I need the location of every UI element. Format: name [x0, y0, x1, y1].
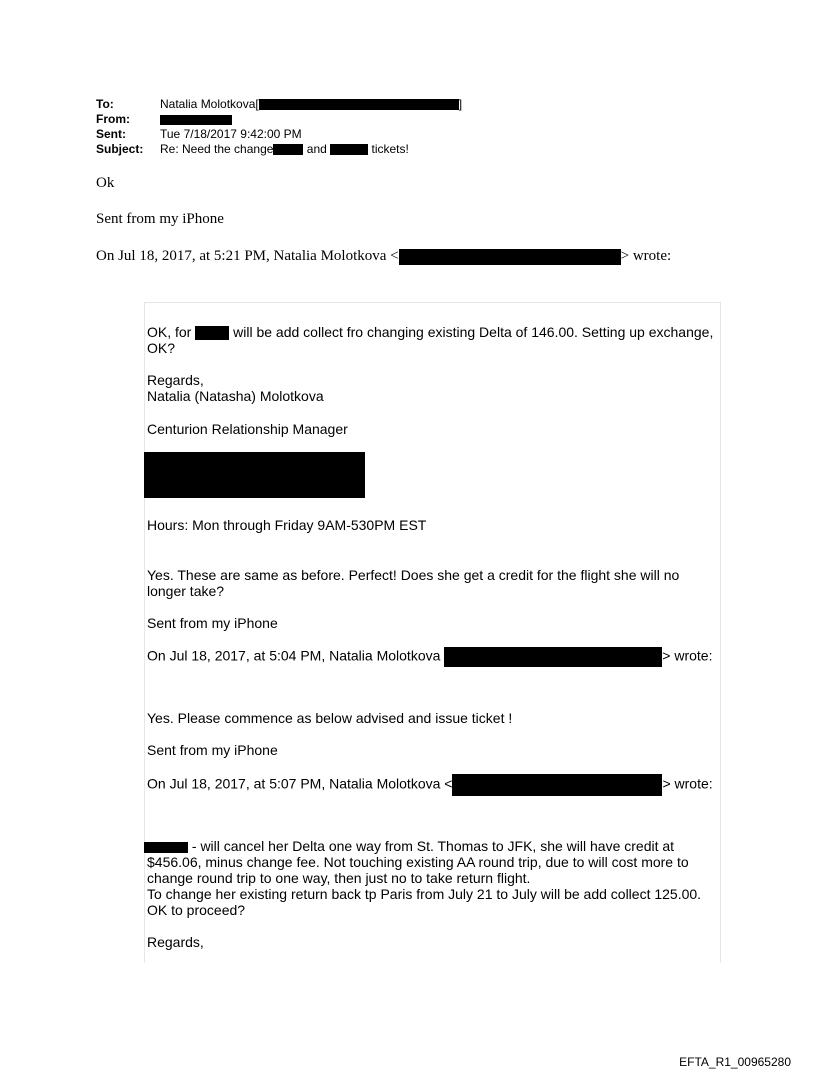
sent-value: Tue 7/18/2017 9:42:00 PM [160, 127, 302, 141]
subject-label: Subject: [96, 142, 144, 156]
subject-text-3: tickets! [371, 142, 409, 156]
quoted-msg3: Yes. Please commence as below advised and issue ticket ! [147, 710, 513, 726]
from-value [160, 112, 232, 126]
to-row [96, 97, 516, 111]
from-row [96, 112, 396, 126]
quoted-msg1-line1 [147, 324, 713, 340]
to-value [160, 97, 462, 111]
redaction-bar [144, 452, 365, 498]
subject-text-1: Re: Need the change [160, 142, 274, 156]
quoted-intro-2 [147, 647, 712, 667]
quoted-regards: Regards, [147, 372, 204, 388]
quoted-msg4-line5: OK to proceed? [147, 902, 246, 918]
redaction-bar [273, 144, 303, 155]
msg4-text-1: - will cancel her Delta one way from St. Thomas to JFK, she will have credit at [191, 838, 675, 854]
quoted-intro-3 [147, 774, 713, 796]
intro2-prefix: On Jul 18, 2017, at 5:04 PM, Natalia Molotkova [147, 647, 441, 664]
quoted-sender-name: Natalia (Natasha) Molotkova [147, 388, 324, 404]
to-close-bracket: ] [458, 97, 463, 111]
redaction-bar [330, 144, 368, 155]
quoted-hours: Hours: Mon through Friday 9AM-530PM EST [147, 517, 427, 533]
redaction-bar [452, 774, 662, 796]
reply-body: Ok [96, 175, 115, 191]
redaction-bar [160, 115, 232, 125]
quote-intro-prefix: On Jul 18, 2017, at 5:21 PM, Natalia Molotkova < [96, 248, 399, 264]
quoted-sender-title: Centurion Relationship Manager [147, 421, 348, 437]
msg1-text-1: OK, for [147, 324, 192, 340]
quoted-sent-from-1: Sent from my iPhone [147, 615, 278, 631]
quoted-msg1-line2: OK? [147, 340, 176, 356]
quoted-msg4-line1 [144, 838, 674, 854]
quoted-msg4-line3: change round trip to one way, then just no to take return flight. [147, 870, 531, 886]
from-label: From: [96, 112, 130, 126]
redaction-bar [259, 99, 459, 110]
quoted-regards-2: Regards, [147, 934, 204, 950]
redaction-bar [444, 647, 662, 667]
sent-row [96, 127, 396, 141]
quote-intro [96, 248, 671, 265]
redaction-bar [399, 249, 621, 265]
quoted-msg2-line1: Yes. These are same as before. Perfect! Does she get a credit for the flight she will no [147, 567, 680, 583]
quoted-msg4-line2: $456.06, minus change fee. Not touching existing AA round trip, due to will cost more to [147, 854, 689, 870]
subject-row [96, 142, 496, 156]
redaction-bar [144, 842, 188, 853]
redaction-bar [195, 326, 229, 340]
quoted-msg4-line4: To change her existing return back tp Paris from July 21 to July will be add collect 125.00. [147, 886, 702, 902]
msg1-text-2: will be add collect fro changing existing Delta of 146.00. Setting up exchange, [233, 324, 714, 340]
to-label: To: [96, 97, 114, 111]
quoted-sent-from-2: Sent from my iPhone [147, 742, 278, 758]
reply-signature: Sent from my iPhone [96, 211, 224, 227]
subject-value [160, 142, 409, 156]
intro2-suffix: > wrote: [662, 647, 713, 664]
intro3-prefix: On Jul 18, 2017, at 5:07 PM, Natalia Molotkova < [147, 775, 453, 792]
to-name: Natalia Molotkova[ [160, 97, 259, 111]
document-id: EFTA_R1_00965280 [679, 1055, 791, 1069]
quoted-msg2-line2: longer take? [147, 583, 225, 599]
intro3-suffix: > wrote: [662, 775, 713, 792]
quote-intro-suffix: > wrote: [620, 248, 672, 264]
sent-label: Sent: [96, 127, 126, 141]
subject-text-2: and [306, 142, 327, 156]
